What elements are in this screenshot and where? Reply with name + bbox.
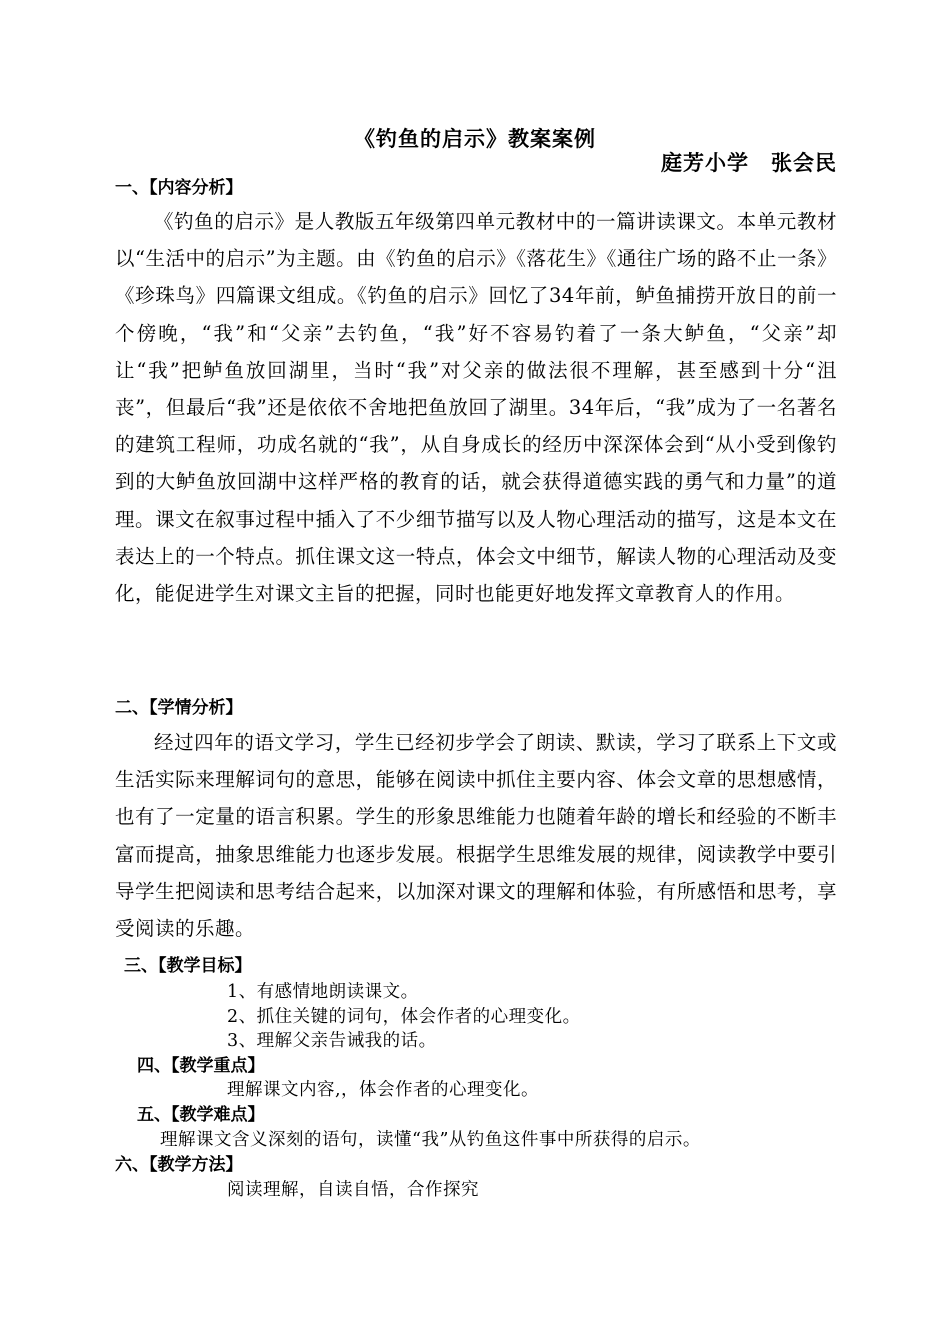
- list-item-difficulty: 理解课文含义深刻的语句，读懂“我”从钓鱼这件事中所获得的启示。: [160, 1130, 701, 1150]
- section-heading-key-points: 四、【教学重点】: [137, 1056, 265, 1076]
- section-heading-teaching-methods: 六、【教学方法】: [115, 1155, 243, 1175]
- list-item-method: 阅读理解，自读自悟，合作探究: [227, 1180, 479, 1200]
- section-heading-difficulties: 五、【教学难点】: [137, 1105, 265, 1125]
- paragraph-content-analysis: 《钓鱼的启示》是人教版五年级第四单元教材中的一篇讲读课文。本单元教材以“生活中的启示”为主题。由《钓鱼的启示》《落花生》《通往广场的路不止一条》《珍珠鸟》四篇课文组成。《钓鱼的启示》回忆了34年前，鲈鱼捕捞开放日的前一个傍晚，“我”和“父亲”去钓鱼，“我”好不容易钓着了一条大鲈鱼，“父亲”却让“我”把鲈鱼放回湖里，当时“我”对父亲的做法很不理解，甚至感到十分“沮丧”，但最后“我”还是依依不舍地把鱼放回了湖里。34年后，“我”成为了一名著名的建筑工程师，功成名就的“我”，从自身成长的经历中深深体会到“从小受到像钓到的大鲈鱼放回湖中这样严格的教育的话，就会获得道德实践的勇气和力量”的道理。课文在叙事过程中插入了不少细节描写以及人物心理活动的描写，这是本文在表达上的一个特点。抓住课文这一特点，体会文中细节，解读人物的心理活动及变化，能促进学生对课文主旨的把握，同时也能更好地发挥文章教育人的作用。: [115, 210, 837, 606]
- list-item-key-point: 理解课文内容,，体会作者的心理变化。: [227, 1080, 540, 1100]
- list-item-goal-3: 3、理解父亲告诫我的话。: [227, 1031, 437, 1051]
- section-heading-student-analysis: 二、【学情分析】: [115, 698, 243, 718]
- section-heading-teaching-goals: 三、【教学目标】: [124, 956, 252, 976]
- document-title: 《钓鱼的启示》教案案例: [354, 126, 596, 151]
- author-line: 庭芳小学 张会民: [661, 150, 837, 175]
- paragraph-student-analysis: 经过四年的语文学习，学生已经初步学会了朗读、默读，学习了联系上下文或生活实际来理解词句的意思，能够在阅读中抓住主要内容、体会文章的思想感情，也有了一定量的语言积累。学生的形象思维能力也随着年龄的增长和经验的不断丰富而提高，抽象思维能力也逐步发展。根据学生思维发展的规律，阅读教学中要引导学生把阅读和思考结合起来，以加深对课文的理解和体验，有所感悟和思考，享受阅读的乐趣。: [115, 731, 837, 941]
- section-heading-content-analysis: 一、【内容分析】: [115, 178, 243, 198]
- list-item-goal-2: 2、抓住关键的词句，体会作者的心理变化。: [227, 1007, 581, 1027]
- list-item-goal-1: 1、有感情地朗读课文。: [227, 982, 419, 1002]
